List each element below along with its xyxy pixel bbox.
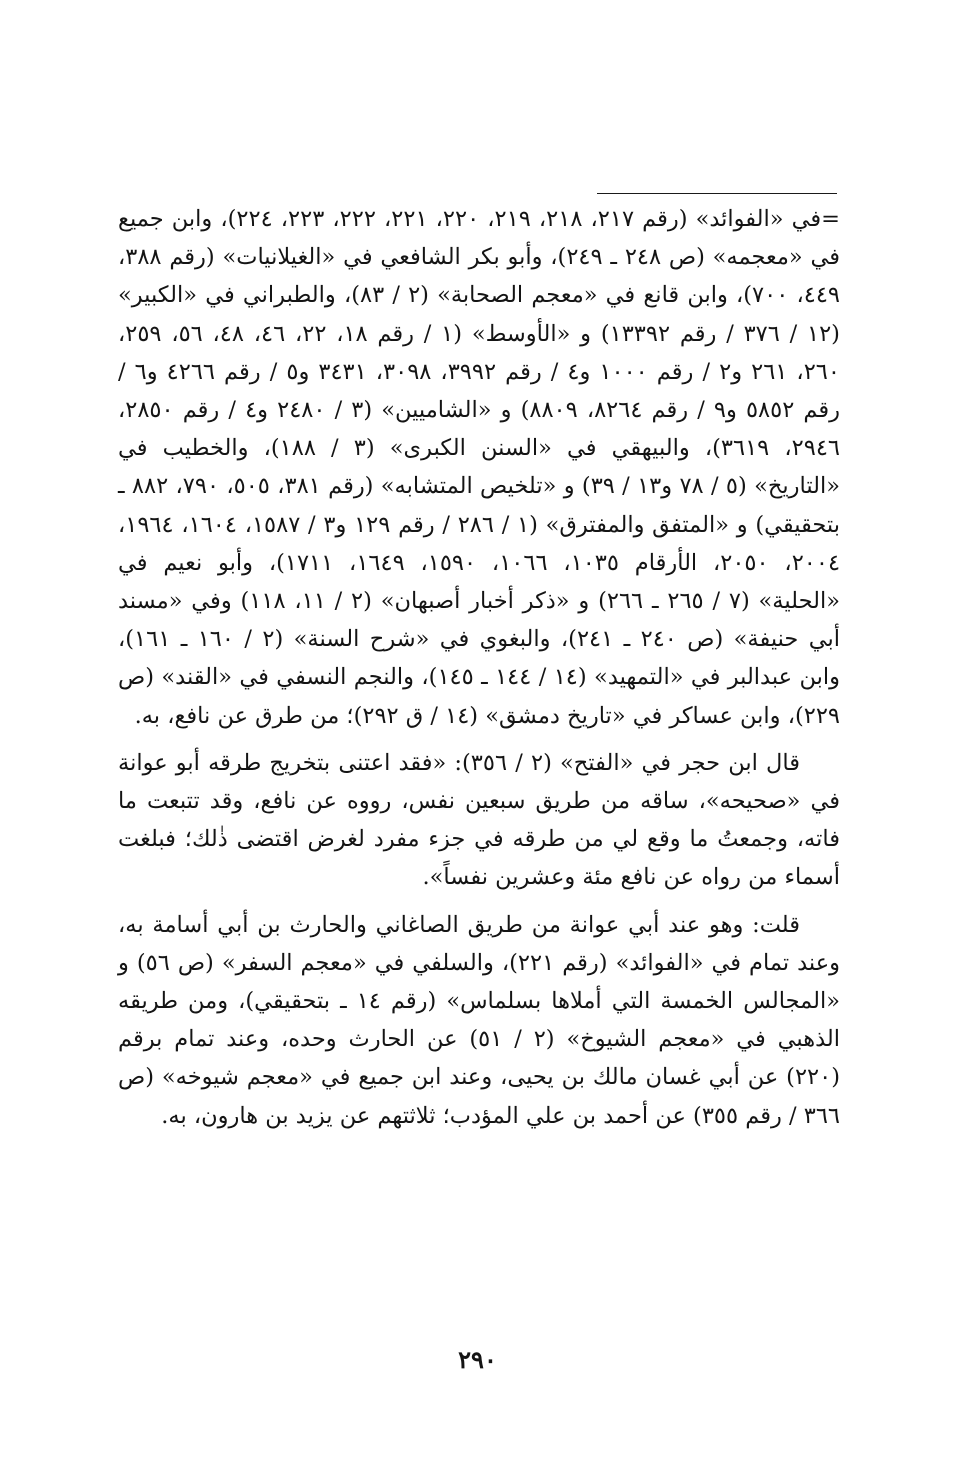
footnote-separator-rule	[597, 193, 837, 194]
footnote-text-block	[118, 200, 840, 1135]
footnote-paragraph-sources: =في «الفوائد» (رقم ٢١٧، ٢١٨، ٢١٩، ٢٢٠، ٢٢١، ٢٢٢، ٢٢٣، ٢٢٤)، وابن جميع في «معجمه» (ص ٢٤٨ ـ ٢٤٩)، وأبو بكر الشافعي في «الغيلانيات» (رقم ٣٨٨، ٤٤٩، ٧٠٠)، وابن قانع في «معجم الصحابة» (٢ / ٨٣)، والطبراني في «الكبير» (١٢ / ٣٧٦ / رقم ١٣٣٩٢) و «الأوسط» (١ / رقم ١٨، ٢٢، ٤٦، ٤٨، ٥٦، ٢٥٩، ٢٦٠، ٢٦١ و٢ / رقم ١٠٠٠ و٤ / رقم ٣٩٩٢، ٣٠٩٨، ٣٤٣١ و٥ / رقم ٤٢٦٦ و٦ / رقم ٥٨٥٢ و٩ / رقم ٨٢٦٤، ٨٨٠٩) و «الشاميين» (٣ / ٢٤٨٠ و٤ / رقم ٢٨٥٠، ٢٩٤٦، ٣٦١٩)، والبيهقي في «السنن الكبرى» (٣ / ١٨٨)، والخطيب في «التاريخ» (٥ / ٧٨ و١٣ / ٣٩) و «تلخيص المتشابه» (رقم ٣٨١، ٥٠٥، ٧٩٠، ٨٨٢ ـ بتحقيقي) و «المتفق والمفترق» (١ / ٢٨٦ / رقم ١٢٩ و٣ / ١٥٨٧، ١٦٠٤، ١٩٦٤، ٢٠٠٤، ٢٠٥٠، الأرقام ١٠٣٥، ١٠٦٦، ١٥٩٠، ١٦٤٩، ١٧١١)، وأبو نعيم في «الحلية» (٧ / ٢٦٥ ـ ٢٦٦) و «ذكر أخبار أصبهان» (٢ / ١١، ١١٨) وفي «مسند أبي حنيفة» (ص ٢٤٠ ـ ٢٤١)، والبغوي في «شرح السنة» (٢ / ١٦٠ ـ ١٦١)، وابن عبدالبر في «التمهيد» (١٤ / ١٤٤ ـ ١٤٥)، والنجم النسفي في «القند» (ص ٢٢٩)، وابن عساكر في «تاريخ دمشق» (١٤ / ق ٢٩٢)؛ من طرق عن نافع، به.	[118, 206, 841, 729]
footnote-paragraph-ibn-hajar-quote: قال ابن حجر في «الفتح» (٢ / ٣٥٦): «فقد اعتنى بتخريج طرقه أبو عوانة في «صحيحه»، ساقه من طريق سبعين نفس، رووه عن نافع، وقد تتبعت ما فاته، وجمعتُ ما وقع لي من طرقه في جزء مفرد لغرض اقتضى ذٰلك؛ فبلغت أسماء من رواه عن نافع مئة وعشرين نفساً».	[118, 749, 840, 891]
page-number: ٢٩٠	[458, 1345, 497, 1374]
footnote-paragraph-author-note: قلت: وهو عند أبي عوانة من طريق الصاغاني والحارث بن أبي أسامة به، وعند تمام في «الفوائد» (رقم ٢٢١)، والسلفي في «معجم السفر» (ص ٥٦) و «المجالس الخمسة التي أملاها بسلماس» (رقم ١٤ ـ بتحقيقي)، ومن طريقه الذهبي في «معجم الشيوخ» (٢ / ٥١) عن الحارث وحده، وعند تمام برقم (٢٢٠) عن أبي غسان مالك بن يحيى، وعند ابن جميع في «معجم شيوخه» (ص ٣٦٦ / رقم ٣٥٥) عن أحمد بن علي المؤدب؛ ثلاثتهم عن يزيد بن هارون، به.	[118, 911, 841, 1129]
